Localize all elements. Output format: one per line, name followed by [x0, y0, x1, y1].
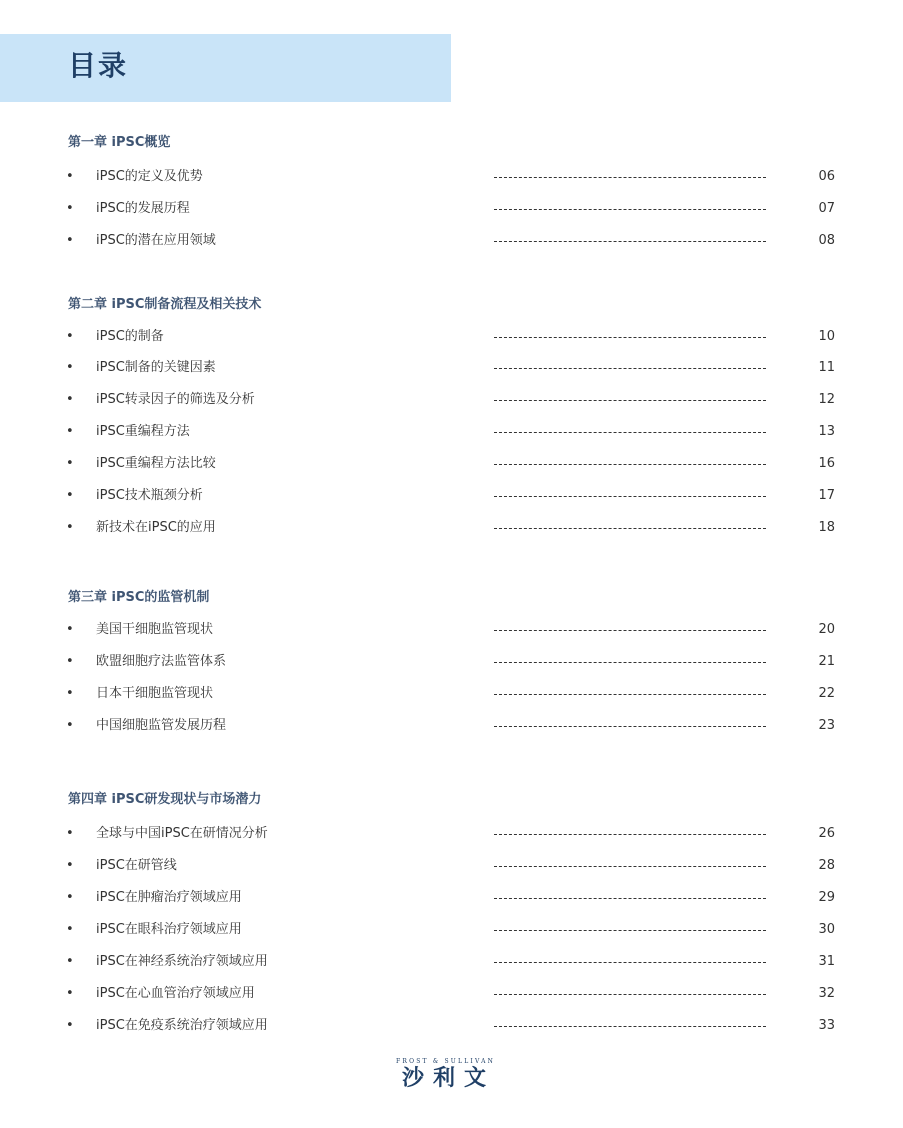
toc-entry[interactable]	[0, 390, 903, 410]
chapter-3-title: 第三章 iPSC的监管机制	[68, 590, 210, 605]
toc-entry-page: 21	[818, 654, 835, 669]
toc-entry[interactable]	[0, 952, 903, 972]
toc-entry[interactable]	[0, 652, 903, 672]
footer-logo	[0, 1056, 903, 1096]
toc-entry[interactable]	[0, 486, 903, 506]
dot-leader	[494, 834, 766, 835]
toc-entry-label: iPSC在眼科治疗领域应用	[96, 922, 242, 937]
toc-entry[interactable]	[0, 620, 903, 640]
toc-entry-label: iPSC重编程方法比较	[96, 456, 216, 471]
dot-leader	[494, 209, 766, 210]
bullet: •	[66, 329, 74, 344]
dot-leader	[494, 662, 766, 663]
dot-leader	[494, 726, 766, 727]
toc-entry-page: 23	[818, 718, 835, 733]
dot-leader	[494, 177, 766, 178]
toc-entry-label: 全球与中国iPSC在研情况分析	[96, 826, 268, 841]
bullet: •	[66, 858, 74, 873]
toc-entry-label: iPSC重编程方法	[96, 424, 190, 439]
chapter-4-title: 第四章 iPSC研发现状与市场潜力	[68, 792, 262, 807]
toc-entry-page: 06	[818, 169, 835, 184]
toc-entry-label: iPSC转录因子的筛选及分析	[96, 392, 255, 407]
dot-leader	[494, 898, 766, 899]
bullet: •	[66, 169, 74, 184]
toc-entry[interactable]	[0, 327, 903, 347]
toc-entry-label: iPSC的制备	[96, 329, 164, 344]
toc-entry-page: 12	[818, 392, 835, 407]
toc-entry[interactable]	[0, 454, 903, 474]
dot-leader	[494, 432, 766, 433]
bullet: •	[66, 233, 74, 248]
bullet: •	[66, 686, 74, 701]
bullet: •	[66, 201, 74, 216]
chapter-2-title: 第二章 iPSC制备流程及相关技术	[68, 297, 262, 312]
dot-leader	[494, 368, 766, 369]
bullet: •	[66, 654, 74, 669]
toc-entry[interactable]	[0, 888, 903, 908]
toc-entry-page: 07	[818, 201, 835, 216]
bullet: •	[66, 360, 74, 375]
dot-leader	[494, 930, 766, 931]
bullet: •	[66, 826, 74, 841]
toc-entry-label: 美国干细胞监管现状	[96, 622, 214, 637]
toc-entry[interactable]	[0, 199, 903, 219]
dot-leader	[494, 630, 766, 631]
logo-english-text: FROST & SULLIVAN	[396, 1058, 496, 1065]
toc-entry[interactable]	[0, 518, 903, 538]
toc-entry-page: 28	[818, 858, 835, 873]
toc-entry-label: iPSC在研管线	[96, 858, 177, 873]
dot-leader	[494, 241, 766, 242]
dot-leader	[494, 694, 766, 695]
toc-entry[interactable]	[0, 856, 903, 876]
toc-entry[interactable]	[0, 231, 903, 251]
toc-entry-page: 10	[818, 329, 835, 344]
bullet: •	[66, 890, 74, 905]
toc-entry[interactable]	[0, 1016, 903, 1036]
dot-leader	[494, 337, 766, 338]
toc-entry-label: iPSC在肿瘤治疗领域应用	[96, 890, 242, 905]
toc-entry-label: iPSC在心血管治疗领域应用	[96, 986, 255, 1001]
toc-entry-label: iPSC的发展历程	[96, 201, 190, 216]
dot-leader	[494, 994, 766, 995]
toc-entry-page: 22	[818, 686, 835, 701]
toc-entry-label: iPSC在神经系统治疗领域应用	[96, 954, 268, 969]
toc-entry[interactable]	[0, 684, 903, 704]
toc-entry-label: iPSC技术瓶颈分析	[96, 488, 203, 503]
toc-entry[interactable]	[0, 358, 903, 378]
bullet: •	[66, 622, 74, 637]
toc-entry[interactable]	[0, 422, 903, 442]
dot-leader	[494, 962, 766, 963]
toc-entry-label: iPSC的定义及优势	[96, 169, 203, 184]
toc-entry-page: 29	[818, 890, 835, 905]
dot-leader	[494, 1026, 766, 1027]
toc-entry-page: 08	[818, 233, 835, 248]
dot-leader	[494, 400, 766, 401]
bullet: •	[66, 1018, 74, 1033]
bullet: •	[66, 520, 74, 535]
toc-entry-page: 26	[818, 826, 835, 841]
chapter-1-title: 第一章 iPSC概览	[68, 135, 171, 150]
bullet: •	[66, 488, 74, 503]
toc-entry[interactable]	[0, 920, 903, 940]
toc-entry-label: iPSC制备的关键因素	[96, 360, 216, 375]
toc-entry-page: 30	[818, 922, 835, 937]
toc-entry-label: 新技术在iPSC的应用	[96, 520, 216, 535]
toc-entry-page: 13	[818, 424, 835, 439]
toc-entry-page: 17	[818, 488, 835, 503]
bullet: •	[66, 392, 74, 407]
toc-entry[interactable]	[0, 824, 903, 844]
toc-entry-page: 20	[818, 622, 835, 637]
bullet: •	[66, 954, 74, 969]
toc-entry-page: 31	[818, 954, 835, 969]
toc-entry-label: 中国细胞监管发展历程	[96, 718, 227, 733]
dot-leader	[494, 464, 766, 465]
dot-leader	[494, 866, 766, 867]
bullet: •	[66, 718, 74, 733]
toc-entry-label: iPSC在免疫系统治疗领域应用	[96, 1018, 268, 1033]
toc-entry[interactable]	[0, 716, 903, 736]
toc-entry-page: 32	[818, 986, 835, 1001]
toc-entry-label: 欧盟细胞疗法监管体系	[96, 654, 227, 669]
toc-entry-page: 11	[818, 360, 835, 375]
toc-entry-page: 16	[818, 456, 835, 471]
dot-leader	[494, 528, 766, 529]
page-title: 目录	[68, 49, 129, 82]
bullet: •	[66, 456, 74, 471]
toc-entry-page: 33	[818, 1018, 835, 1033]
toc-entry[interactable]	[0, 984, 903, 1004]
bullet: •	[66, 986, 74, 1001]
bullet: •	[66, 922, 74, 937]
bullet: •	[66, 424, 74, 439]
toc-entry-page: 18	[818, 520, 835, 535]
toc-entry-label: 日本干细胞监管现状	[96, 686, 214, 701]
toc-entry-label: iPSC的潜在应用领域	[96, 233, 216, 248]
toc-entry[interactable]	[0, 167, 903, 187]
dot-leader	[494, 496, 766, 497]
logo-chinese-text: 沙利文	[402, 1066, 496, 1091]
